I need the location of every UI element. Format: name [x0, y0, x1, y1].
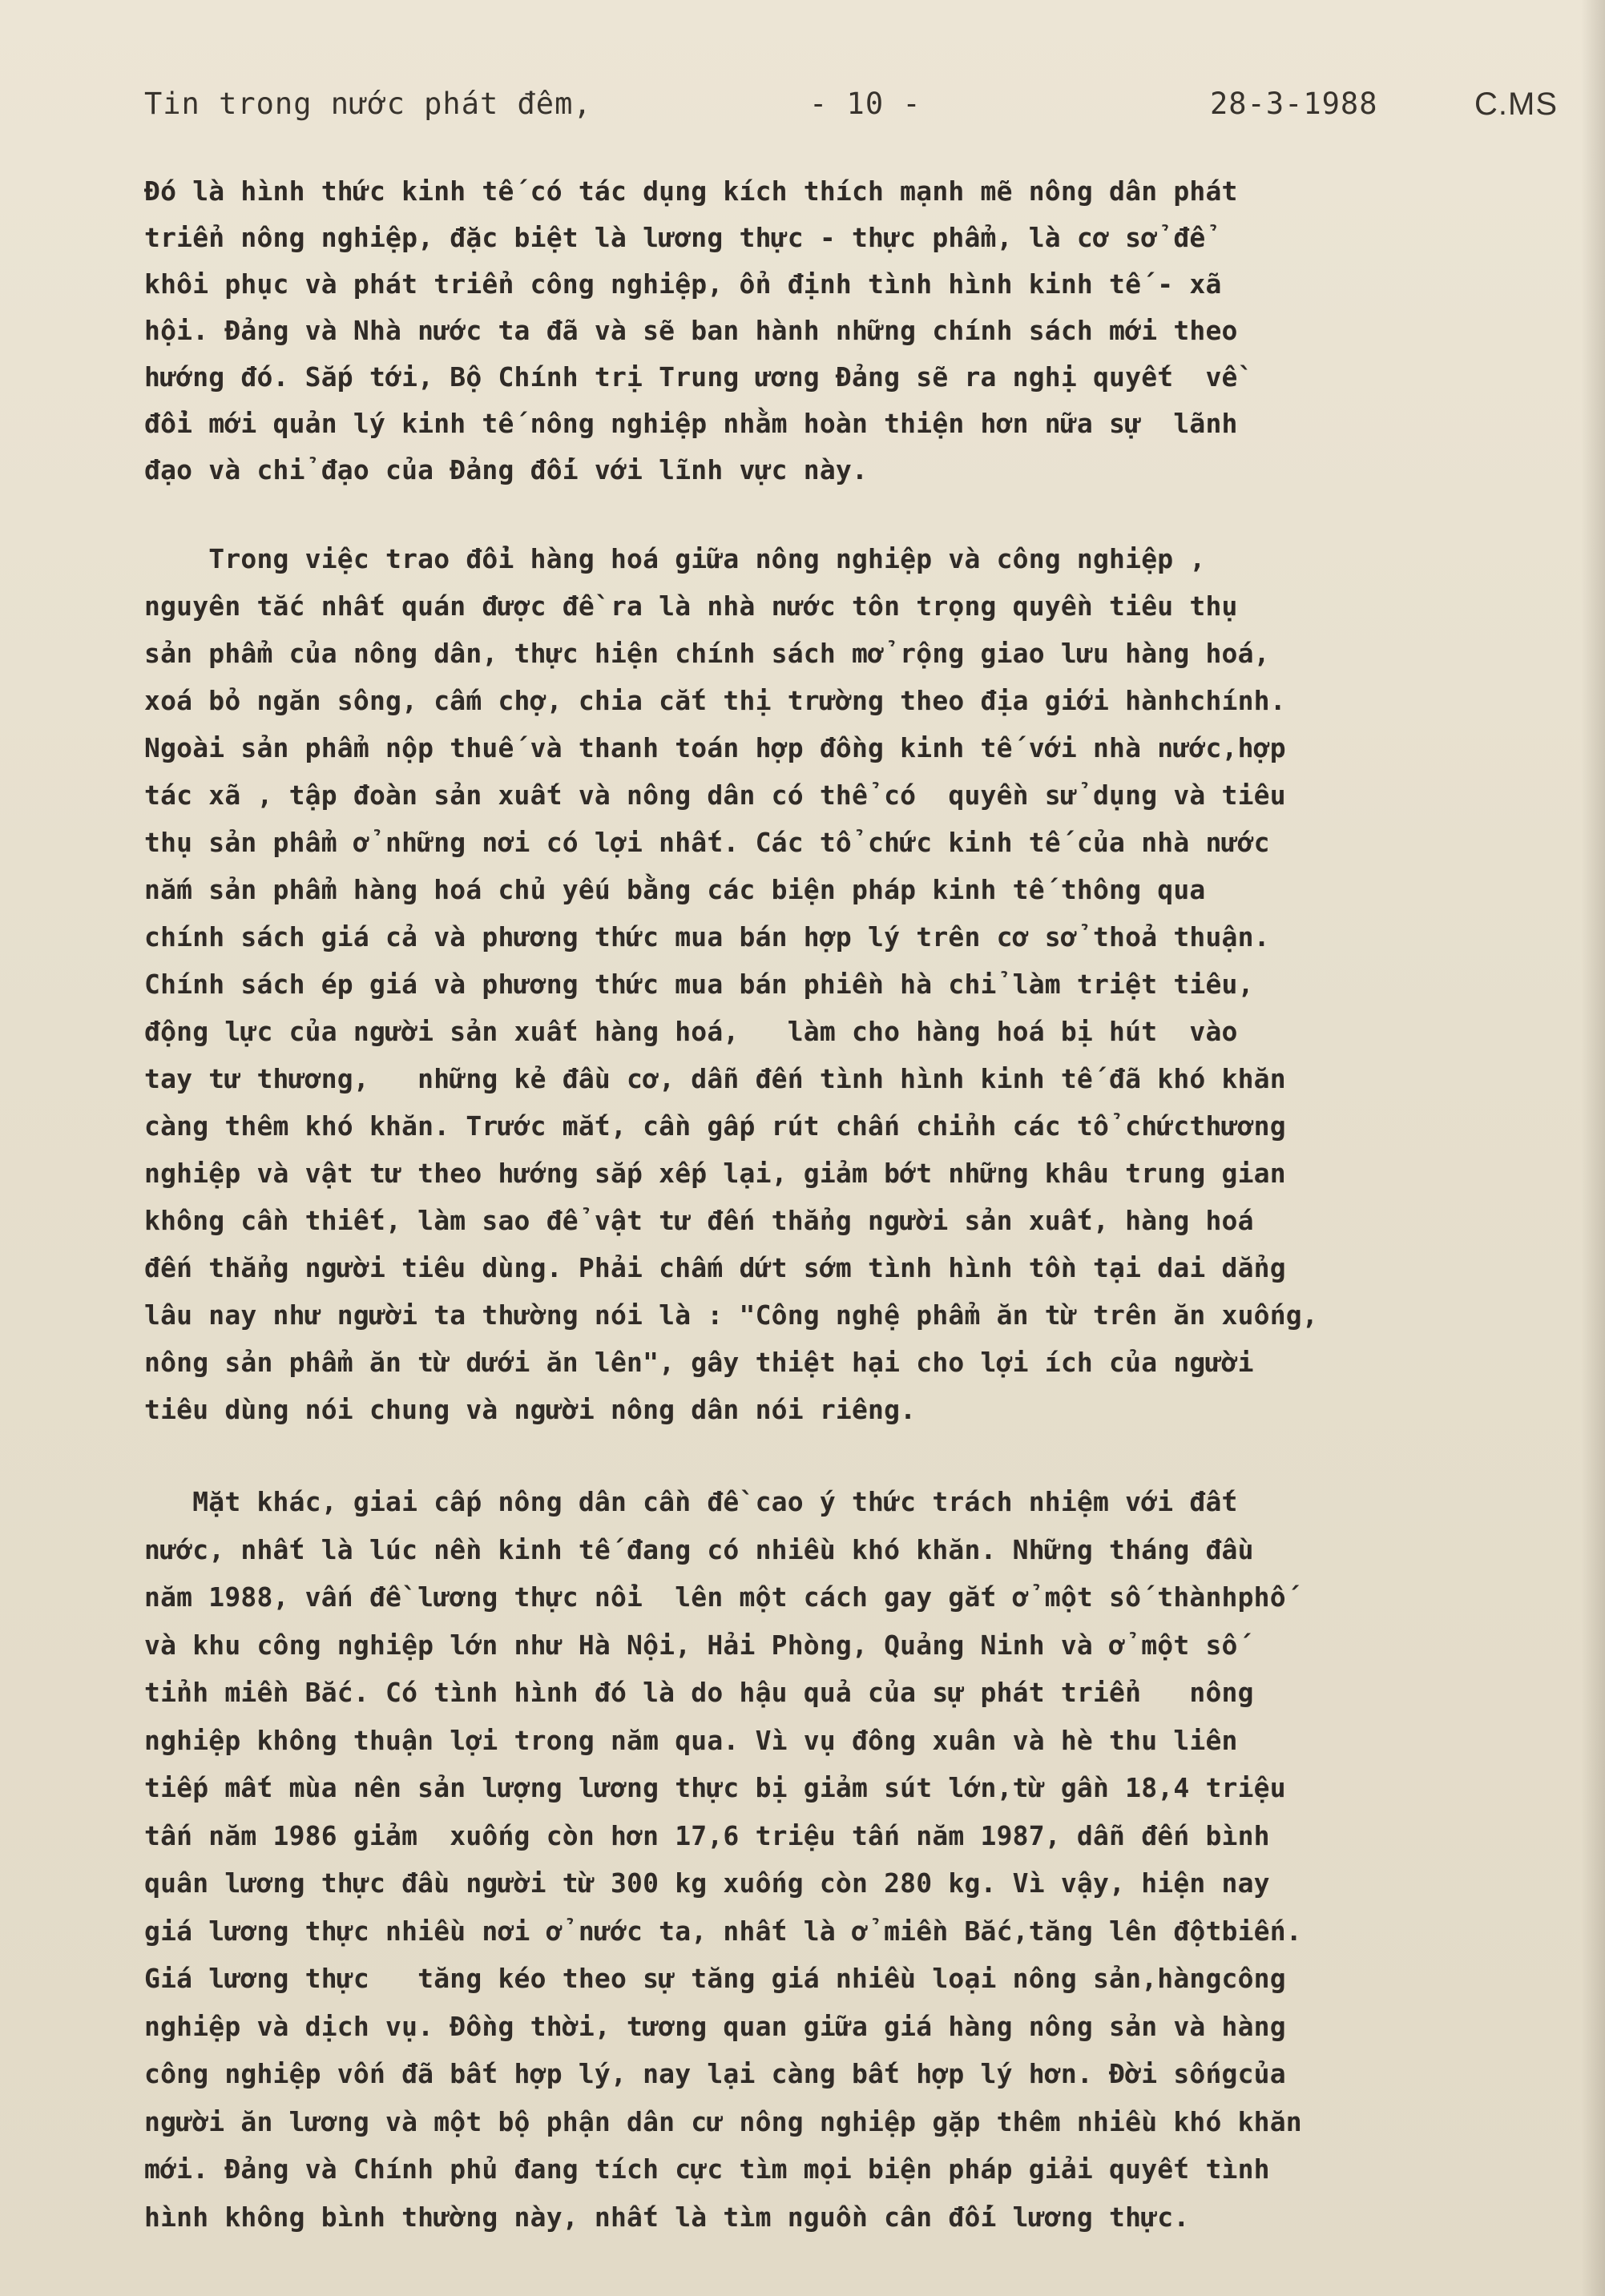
page-number: - 10 -: [809, 87, 921, 121]
text-line: chính sách giá cả và phương thức mua bán hợp lý trên cơ sở thoả thuận.: [144, 921, 1270, 953]
paragraph-2: [144, 535, 1555, 1433]
text-line: tỉnh miền Bắc. Có tình hình đó là do hậu quả của sự phát triển nông: [144, 1677, 1254, 1708]
text-line: tay tư thương, những kẻ đầu cơ, dẫn đến tình hình kinh tế đã khó khăn: [144, 1063, 1286, 1094]
header-code: C.MS: [1474, 87, 1558, 122]
text-line: nông sản phẩm ăn từ dưới ăn lên", gây thiệt hại cho lợi ích của người: [144, 1347, 1254, 1378]
text-line: nguyên tắc nhất quán được đề ra là nhà nước tôn trọng quyền tiêu thụ: [144, 590, 1238, 622]
text-line: nghiệp và vật tư theo hướng sắp xếp lại, giảm bớt những khâu trung gian: [144, 1158, 1286, 1189]
text-line: tiếp mất mùa nên sản lượng lương thực bị giảm sút lớn,từ gần 18,4 triệu: [144, 1772, 1286, 1803]
text-line: nghiệp không thuận lợi trong năm qua. Vì vụ đông xuân và hè thu liên: [144, 1724, 1238, 1756]
text-line: tác xã , tập đoàn sản xuất và nông dân có thể có quyền sử dụng và tiêu: [144, 779, 1286, 811]
text-line: Trong việc trao đổi hàng hoá giữa nông nghiệp và công nghiệp ,: [144, 543, 1206, 574]
text-line: đến thẳng người tiêu dùng. Phải chấm dứt sớm tình hình tồn tại dai dẳng: [144, 1252, 1286, 1283]
text-line: Giá lương thực tăng kéo theo sự tăng giá nhiều loại nông sản,hàngcông: [144, 1963, 1286, 1994]
page-header: [144, 87, 1571, 135]
text-line: Mặt khác, giai cấp nông dân cần đề cao ý thức trách nhiệm với đất: [144, 1486, 1238, 1517]
text-line: mới. Đảng và Chính phủ đang tích cực tìm mọi biện pháp giải quyết tình: [144, 2153, 1270, 2185]
text-line: Chính sách ép giá và phương thức mua bán phiền hà chỉ làm triệt tiêu,: [144, 969, 1254, 1000]
text-line: công nghiệp vốn đã bất hợp lý, nay lại càng bất hợp lý hơn. Đời sốngcủa: [144, 2058, 1286, 2089]
text-line: hội. Đảng và Nhà nước ta đã và sẽ ban hành những chính sách mới theo: [144, 315, 1238, 346]
header-source: Tin trong nước phát đêm,: [144, 87, 592, 121]
text-line: thụ sản phẩm ở những nơi có lợi nhất. Các tổ chức kinh tế của nhà nước: [144, 827, 1270, 858]
text-line: xoá bỏ ngăn sông, cấm chợ, chia cắt thị trường theo địa giới hànhchính.: [144, 685, 1286, 716]
text-line: hình không bình thường này, nhất là tìm nguồn cân đối lương thực.: [144, 2201, 1190, 2233]
text-line: càng thêm khó khăn. Trước mắt, cần gấp rút chấn chỉnh các tổ chứcthương: [144, 1110, 1286, 1142]
text-line: nước, nhất là lúc nền kinh tế đang có nhiều khó khăn. Những tháng đầu: [144, 1533, 1254, 1565]
text-line: nghiệp và dịch vụ. Đồng thời, tương quan giữa giá hàng nông sản và hàng: [144, 2010, 1286, 2042]
paragraph-3: [144, 1478, 1555, 2241]
text-line: sản phẩm của nông dân, thực hiện chính sách mở rộng giao lưu hàng hoá,: [144, 638, 1270, 669]
text-line: lâu nay như người ta thường nói là : "Công nghệ phẩm ăn từ trên ăn xuống,: [144, 1299, 1318, 1331]
text-line: hướng đó. Sắp tới, Bộ Chính trị Trung ương Đảng sẽ ra nghị quyết về: [144, 361, 1238, 393]
text-line: Ngoài sản phẩm nộp thuế và thanh toán hợp đồng kinh tế với nhà nước,hợp: [144, 732, 1286, 763]
text-line: và khu công nghiệp lớn như Hà Nội, Hải Phòng, Quảng Ninh và ở một số: [144, 1629, 1238, 1661]
text-line: tấn năm 1986 giảm xuống còn hơn 17,6 triệu tấn năm 1987, dẫn đến bình: [144, 1819, 1270, 1851]
text-line: Đó là hình thức kinh tế có tác dụng kích thích mạnh mẽ nông dân phát: [144, 175, 1238, 207]
text-line: đổi mới quản lý kinh tế nông nghiệp nhằm hoàn thiện hơn nữa sự lãnh: [144, 408, 1238, 439]
text-line: nắm sản phẩm hàng hoá chủ yếu bằng các biện pháp kinh tế thông qua: [144, 874, 1206, 905]
text-line: quân lương thực đầu người từ 300 kg xuống còn 280 kg. Vì vậy, hiện nay: [144, 1867, 1270, 1899]
text-line: khôi phục và phát triển công nghiệp, ổn định tình hình kinh tế - xã: [144, 268, 1222, 300]
text-line: không cần thiết, làm sao để vật tư đến thẳng người sản xuất, hàng hoá: [144, 1205, 1254, 1236]
text-line: đạo và chỉ đạo của Đảng đối với lĩnh vực này.: [144, 454, 869, 485]
text-line: giá lương thực nhiều nơi ở nước ta, nhất là ở miền Bắc,tăng lên độtbiến.: [144, 1915, 1302, 1947]
text-line: động lực của người sản xuất hàng hoá, làm cho hàng hoá bị hút vào: [144, 1016, 1238, 1047]
text-line: tiêu dùng nói chung và người nông dân nói riêng.: [144, 1394, 917, 1425]
text-line: người ăn lương và một bộ phận dân cư nông nghiệp gặp thêm nhiều khó khăn: [144, 2105, 1302, 2137]
text-line: triển nông nghiệp, đặc biệt là lương thực - thực phẩm, là cơ sở để: [144, 222, 1206, 253]
paragraph-1: [144, 168, 1555, 493]
header-date: 28-3-1988: [1210, 87, 1378, 121]
text-line: năm 1988, vấn đề lương thực nổi lên một cách gay gắt ở một số thànhphố: [144, 1581, 1286, 1613]
